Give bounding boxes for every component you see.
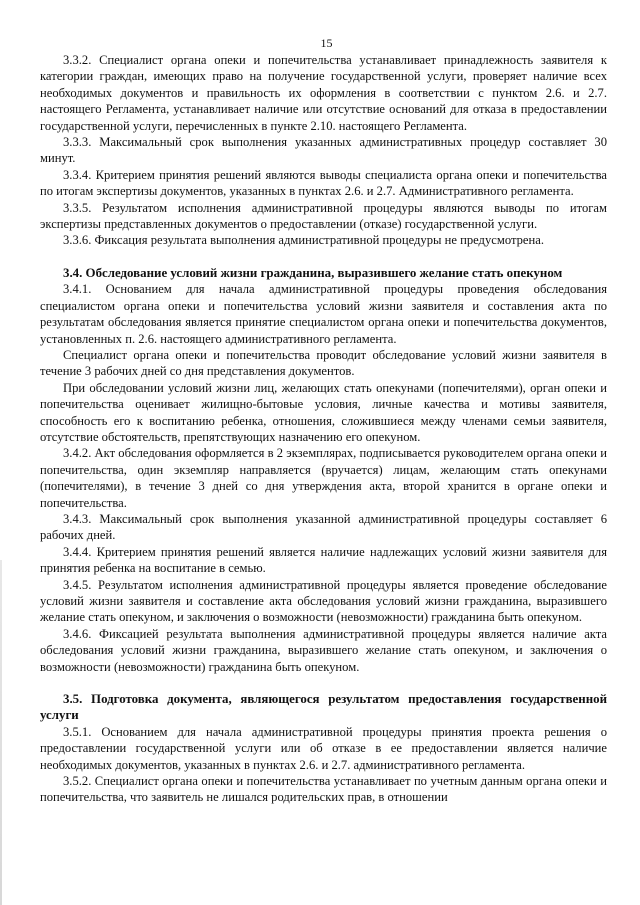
paragraph-3-4-1: 3.4.1. Основанием для начала административной процедуры проведения обследования специалистом органа опеки и попечительства условий жизни заявителя и составления акта по результатам обследования является принятие специалистом органа опеки и попечительства документов, установленных п. 2.6. настоящего административного регламента. <box>40 282 607 346</box>
paragraph-3-4-3: 3.4.3. Максимальный срок выполнения указанной административной процедуры составляет 6 рабочих дней. <box>40 511 607 543</box>
section-gap <box>40 249 607 265</box>
paragraph-3-3-4: 3.3.4. Критерием принятия решений являются выводы специалиста органа опеки и попечительства по итогам экспертизы документов, указанных в пунктах 2.6. и 2.7. Административного регламента. <box>40 167 607 199</box>
page-number: 15 <box>320 36 333 50</box>
paragraph-3-4-6: 3.4.6. Фиксацией результата выполнения административной процедуры является наличие акта обследования условий жизни гражданина, выразившего желание стать опекуном, и заключения о возможности (невозможности) гражданина быть опекуном. <box>40 626 607 674</box>
section-heading-3-5: 3.5. Подготовка документа, являющегося результатом предоставления государственной услуги <box>40 692 607 723</box>
paragraph-3-5-1: 3.5.1. Основанием для начала административной процедуры принятия проекта решения о предоставлении государственной услуги или об отказе в ее предоставлении является наличие необходимых документов, указанных в пунктах 2.6. и 2.7. административного регламента. <box>40 724 607 772</box>
paragraph-3-5-2: 3.5.2. Специалист органа опеки и попечительства устанавливает по учетным данным органа опеки и попечительства, что заявитель не лишался родительских прав, в отношении <box>40 774 607 805</box>
paragraph-3-4-1-inspection-scope: При обследовании условий жизни лиц, желающих стать опекунами (попечителями), орган опеки и попечительства оценивает жилищно-бытовые условия, личные качества и мотивы заявителя, способность его к воспитанию ребенка, отношения, сложившиеся между членами семьи заявителя, отсутствие обстоятельств, препятствующих назначению его опекуном. <box>40 380 607 444</box>
paragraph-3-4-1-inspection-term: Специалист органа опеки и попечительства проводит обследование условий жизни заявителя в течение 3 рабочих дней со дня представления документов. <box>40 347 607 379</box>
paragraph-3-4-4: 3.4.4. Критерием принятия решений является наличие надлежащих условий жизни заявителя для принятия ребенка на воспитание в семью. <box>40 544 607 576</box>
section-gap <box>40 675 607 691</box>
paragraph-3-3-3: 3.3.3. Максимальный срок выполнения указанных административных процедур составляет 30 минут. <box>40 135 607 166</box>
paragraph-3-3-2: 3.3.2. Специалист органа опеки и попечительства устанавливает принадлежность заявителя к категории граждан, имеющих право на получение государственной услуги, проверяет наличие всех необходимых документов и правильность их оформления в соответствии с пунктом 2.6. и 2.7. настоящего Регламента, устанавливает наличие или отсутствие оснований для отказа в предоставлении государственной услуги, перечисленных в пункте 2.10. настоящего Регламента. <box>40 53 607 133</box>
paragraph-3-3-6: 3.3.6. Фиксация результата выполнения административной процедуры не предусмотрена. <box>63 233 544 248</box>
scan-edge-shadow <box>0 560 2 905</box>
paragraph-3-3-5: 3.3.5. Результатом исполнения административной процедуры являются выводы по итогам экспертизы представленных документов о предоставлении (отказе) государственной услуги. <box>40 200 607 232</box>
section-heading-3-4: 3.4. Обследование условий жизни гражданина, выразившего желание стать опекуном <box>63 265 563 280</box>
paragraph-3-4-5: 3.4.5. Результатом исполнения административной процедуры является проведение обследование условий жизни заявителя и составление акта обследования условий жизни гражданина, выразившего желание стать опекуном, и заключения о возможности (невозможности) гражданина быть опекуном. <box>40 577 607 625</box>
paragraph-3-4-2: 3.4.2. Акт обследования оформляется в 2 экземплярах, подписывается руководителем органа опеки и попечительства, один экземпляр направляется (вручается) лицам, желающим стать опекунами (попечителями), в течение 3 дней со дня утверждения акта, второй хранится в органе опеки и попечительства. <box>40 446 607 510</box>
